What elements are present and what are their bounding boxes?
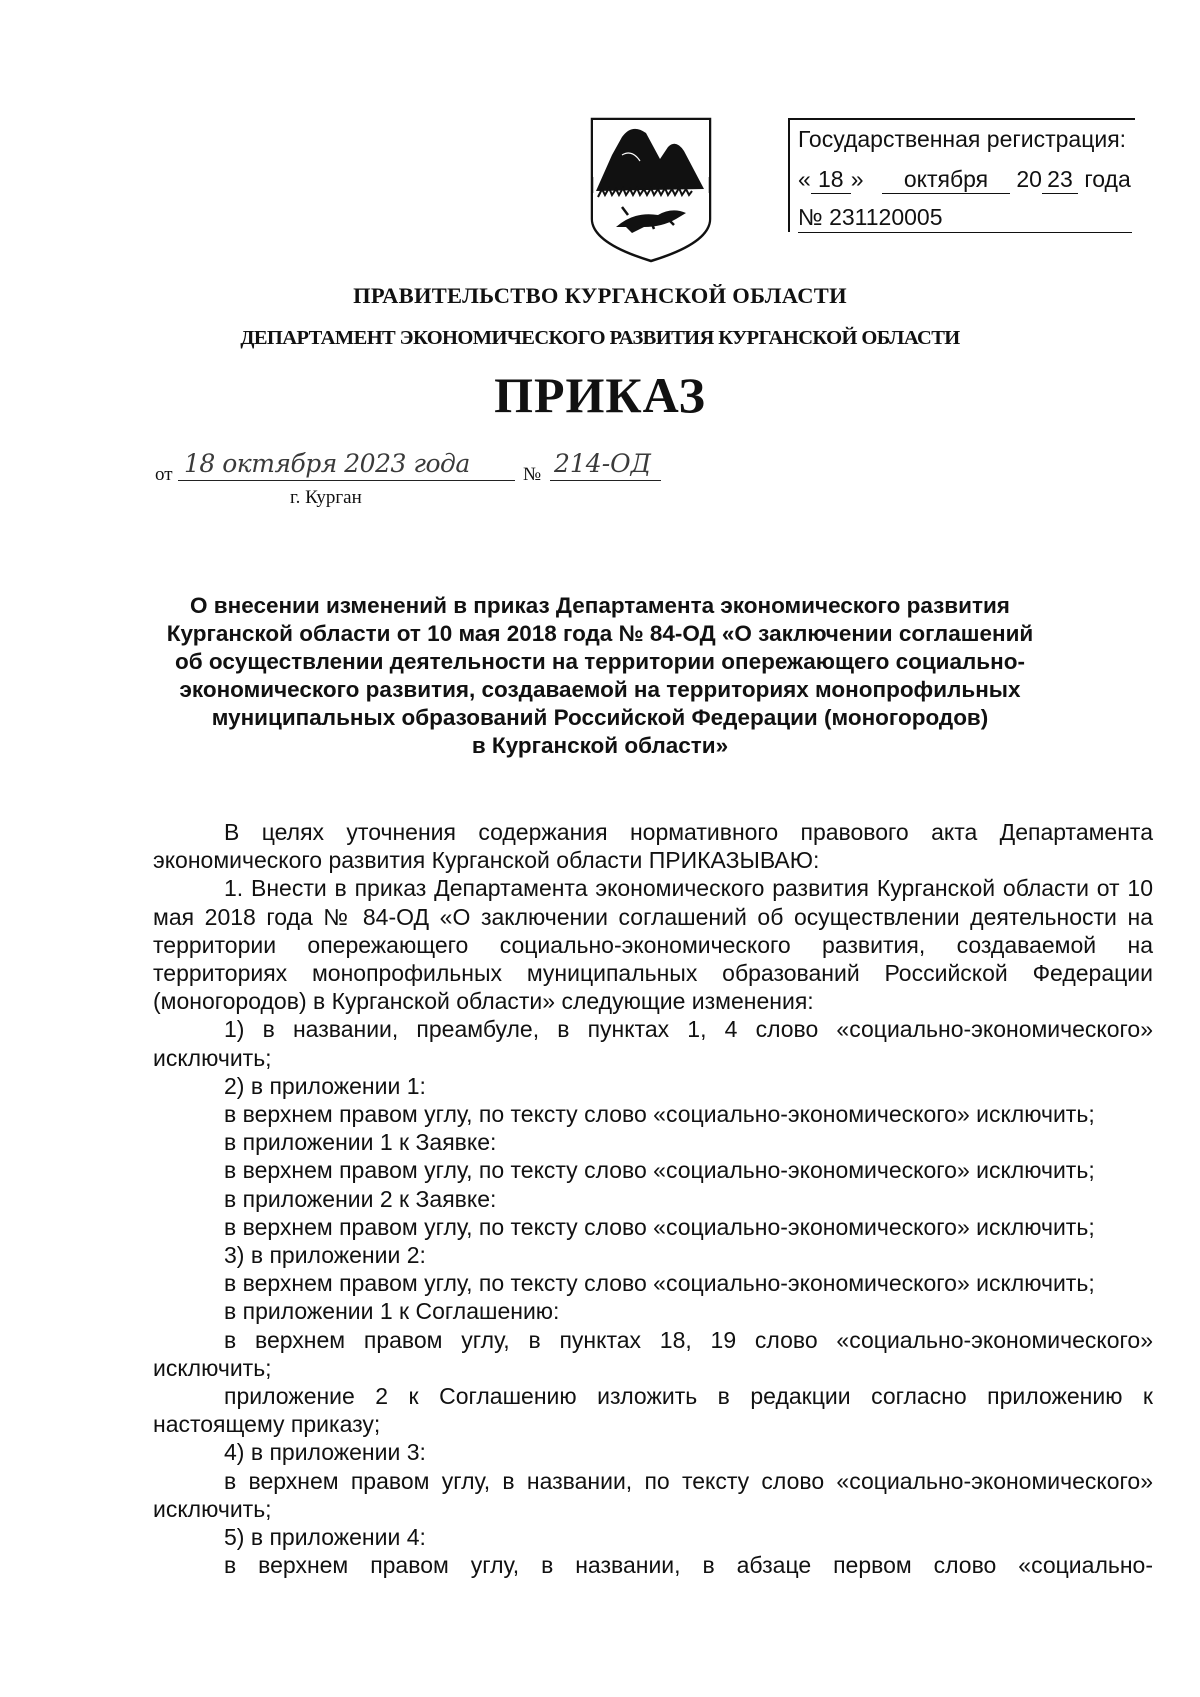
subject-line: об осуществлении деятельности на территории опережающего социально- xyxy=(175,649,1025,674)
body-paragraph: в приложении 2 к Заявке: xyxy=(224,1185,497,1212)
body-paragraph: в верхнем правом углу, в названии, по тексту слово «социально-экономического» исключить; xyxy=(153,1467,1153,1522)
handwritten-date: 18 октября 2023 года xyxy=(184,449,470,478)
department-heading: ДЕПАРТАМЕНТ ЭКОНОМИЧЕСКОГО РАЗВИТИЯ КУРГАНСКОЙ ОБЛАСТИ xyxy=(240,327,960,349)
body-paragraph: в верхнем правом углу, по тексту слово «социально-экономического» исключить; xyxy=(224,1270,1095,1297)
body-paragraph: приложение 2 к Соглашению изложить в редакции согласно приложению к настоящему приказу; xyxy=(153,1383,1153,1438)
registration-number-value: 231120005 xyxy=(829,204,943,230)
date-field xyxy=(178,449,515,481)
registration-year-suffix: 23 xyxy=(1042,166,1078,194)
body-paragraph: 1) в названии, преамбуле, в пунктах 1, 4 слово «социально-экономического» исключить; xyxy=(153,1016,1153,1071)
body-paragraph: в верхнем правом углу, по тексту слово «социально-экономического» исключить; xyxy=(224,1213,1095,1240)
registration-month: октября xyxy=(882,166,1010,194)
order-number-label: № xyxy=(523,464,542,485)
body-paragraph: в верхнем правом углу, в названии, в абзаце первом слово «социально- xyxy=(224,1552,1153,1579)
order-number-field xyxy=(550,449,661,481)
registration-year-word: года xyxy=(1084,166,1131,192)
subject-line: муниципальных образований Российской Федерации (моногородов) xyxy=(211,705,989,730)
body-paragraph: в верхнем правом углу, по тексту слово «социально-экономического» исключить; xyxy=(224,1101,1095,1128)
body-paragraph: в приложении 1 к Соглашению: xyxy=(224,1298,560,1325)
body-paragraph: в верхнем правом углу, по тексту слово «социально-экономического» исключить; xyxy=(224,1157,1095,1184)
registration-date: « 18 » октября 20 23 года xyxy=(798,166,1131,192)
document-type-heading: ПРИКАЗ xyxy=(494,367,706,423)
body-paragraph: 4) в приложении 3: xyxy=(224,1439,426,1466)
registration-box xyxy=(788,118,1135,232)
subject-line: в Курганской области» xyxy=(471,733,729,758)
city-label: г. Курган xyxy=(290,487,362,508)
order-body xyxy=(153,818,1153,1579)
subject-line: Курганской области от 10 мая 2018 года № 84-ОД «О заключении соглашений xyxy=(166,621,1034,646)
body-paragraph: в верхнем правом углу, в пунктах 18, 19 слово «социально-экономического» исключить; xyxy=(153,1326,1153,1381)
body-paragraph: в приложении 1 к Заявке: xyxy=(224,1129,497,1156)
body-paragraph: В целях уточнения содержания нормативного правового акта Департамента экономического развития Курганской области ПРИКАЗЫВАЮ: xyxy=(153,819,1153,874)
order-subject xyxy=(150,592,1050,760)
registration-day: 18 xyxy=(811,166,851,194)
subject-line: О внесении изменений в приказ Департамента экономического развития xyxy=(190,593,1010,618)
handwritten-number: 214-ОД xyxy=(554,449,651,478)
registration-title: Государственная регистрация: xyxy=(798,126,1127,152)
body-paragraph: 1. Внести в приказ Департамента экономического развития Курганской области от 10 мая 2018 года № 84-ОД «О заключении соглашений об осуществлении деятельности на территории опережающего социально-экономического развития, создаваемой на территориях монопрофильных муниципальных образований Российской Федерации (моногородов) в Курганской области» следующие изменения: xyxy=(153,875,1153,1015)
registration-year-prefix: 20 xyxy=(1016,166,1042,192)
government-heading: ПРАВИТЕЛЬСТВО КУРГАНСКОЙ ОБЛАСТИ xyxy=(353,283,847,308)
date-from-label: от xyxy=(155,464,173,485)
body-paragraph: 3) в приложении 2: xyxy=(224,1242,426,1269)
coat-of-arms-icon xyxy=(588,115,714,263)
subject-line: экономического развития, создаваемой на территориях монопрофильных xyxy=(179,677,1021,702)
registration-number: № 231120005 xyxy=(798,204,1132,233)
body-paragraph: 5) в приложении 4: xyxy=(224,1524,426,1551)
body-paragraph: 2) в приложении 1: xyxy=(224,1072,426,1099)
